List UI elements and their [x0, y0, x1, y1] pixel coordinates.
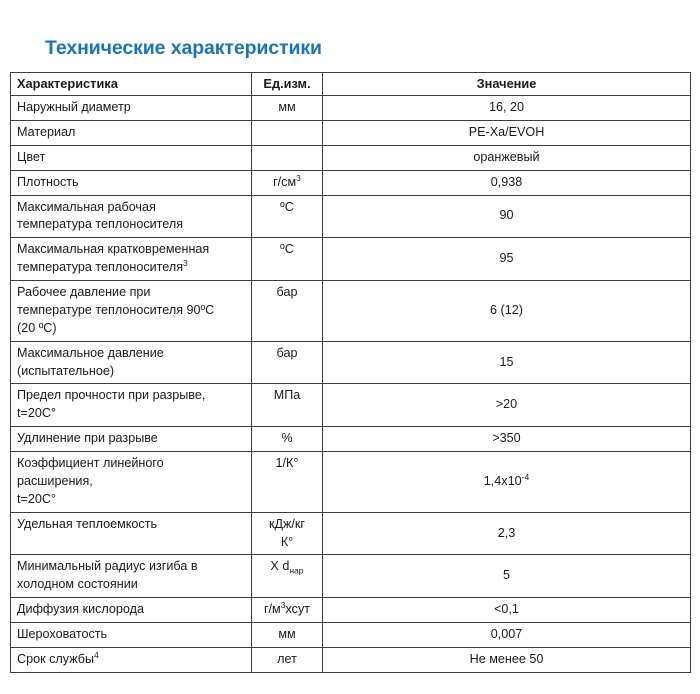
- spec-name: [11, 195, 252, 238]
- unit-suffix: хсут: [285, 602, 311, 617]
- table-row: [11, 281, 691, 342]
- table-row: [11, 120, 691, 145]
- spec-value: оранжевый: [323, 145, 691, 170]
- spec-unit: [252, 598, 323, 623]
- spec-name-line: холодном состоянии: [17, 577, 138, 592]
- unit-subscript: нар: [289, 565, 304, 576]
- spec-unit: ºC: [252, 238, 323, 281]
- spec-name: Наружный диаметр: [11, 96, 252, 121]
- unit-base: г/см: [273, 174, 297, 189]
- spec-unit-line: К°: [280, 534, 294, 549]
- spec-name-base: температура теплоносителя: [17, 260, 184, 275]
- unit-superscript: 3: [280, 599, 286, 610]
- spec-name-line: (испытательное): [17, 363, 115, 378]
- table-row: [11, 170, 691, 195]
- spec-value: PE-Xa/EVOH: [323, 120, 691, 145]
- spec-value: [323, 452, 691, 513]
- spec-value: 15: [323, 341, 691, 384]
- spec-name: [11, 384, 252, 427]
- spec-name-line: t=20C°: [17, 491, 56, 506]
- spec-name: [11, 238, 252, 281]
- spec-name-line: [17, 259, 247, 277]
- spec-unit: [252, 145, 323, 170]
- spec-unit: [252, 170, 323, 195]
- spec-name: Цвет: [11, 145, 252, 170]
- spec-name: [11, 647, 252, 672]
- spec-unit: ºC: [252, 195, 323, 238]
- spec-unit: %: [252, 427, 323, 452]
- spec-name-line: Максимальное давление: [17, 345, 164, 360]
- spec-name-line: Предел прочности при разрыве,: [17, 388, 206, 403]
- spec-name: Шероховатость: [11, 623, 252, 648]
- column-header-characteristic: Характеристика: [11, 73, 252, 96]
- spec-name-line: Максимальная кратковременная: [17, 242, 210, 257]
- spec-value: 90: [323, 195, 691, 238]
- spec-name-line: Коэффициент линейного: [17, 456, 164, 470]
- spec-unit: [252, 120, 323, 145]
- spec-name: Диффузия кислорода: [11, 598, 252, 623]
- spec-value: 6 (12): [323, 281, 691, 342]
- spec-name: Плотность: [11, 170, 252, 195]
- spec-value: 95: [323, 238, 691, 281]
- spec-name-line: расширения,: [17, 473, 93, 488]
- spec-name: [11, 341, 252, 384]
- table-row: [11, 96, 691, 121]
- table-row: [11, 238, 691, 281]
- spec-value: >20: [323, 384, 691, 427]
- spec-name-line: температуре теплоносителя 90ºC: [17, 302, 215, 317]
- spec-unit-line: кДж/кг: [268, 516, 306, 531]
- spec-name: [11, 452, 252, 513]
- spec-unit: мм: [252, 623, 323, 648]
- spec-unit: МПа: [252, 384, 323, 427]
- table-row: [11, 555, 691, 598]
- spec-name-line: Минимальный радиус изгиба в: [17, 559, 198, 574]
- spec-name-line: Максимальная рабочая: [17, 199, 156, 214]
- column-header-unit: Ед.изм.: [252, 73, 323, 96]
- table-row: [11, 384, 691, 427]
- spec-unit: мм: [252, 96, 323, 121]
- footnote-marker: 3: [183, 257, 188, 268]
- spec-value: >350: [323, 427, 691, 452]
- table-row: [11, 598, 691, 623]
- spec-name-base: Срок службы: [17, 651, 95, 666]
- column-header-value: Значение: [323, 73, 691, 96]
- table-row: [11, 512, 691, 555]
- spec-value: 0,938: [323, 170, 691, 195]
- table-row: [11, 623, 691, 648]
- spec-value: 0,007: [323, 623, 691, 648]
- spec-name: Материал: [11, 120, 252, 145]
- page-title: Технические характеристики: [45, 37, 322, 59]
- spec-name-line: Рабочее давление при: [17, 285, 151, 299]
- table-row: [11, 452, 691, 513]
- table-header-row: [11, 73, 691, 96]
- spec-name: Удлинение при разрыве: [11, 427, 252, 452]
- technical-specifications-table: [10, 72, 691, 673]
- value-exponent: -4: [521, 471, 530, 482]
- value-base: 1,4x10: [483, 473, 522, 488]
- spec-name: [11, 281, 252, 342]
- spec-name-line: температура теплоносителя: [17, 217, 184, 232]
- footnote-marker: 4: [94, 649, 99, 660]
- table-row: [11, 427, 691, 452]
- table-row: [11, 341, 691, 384]
- spec-unit: лет: [252, 647, 323, 672]
- spec-value: 2,3: [323, 512, 691, 555]
- spec-unit: [252, 512, 323, 555]
- spec-name: [11, 555, 252, 598]
- unit-superscript: 3: [296, 172, 301, 183]
- spec-value: 16, 20: [323, 96, 691, 121]
- table-row: [11, 647, 691, 672]
- spec-unit: бар: [252, 281, 323, 342]
- unit-base: г/м: [263, 602, 281, 617]
- spec-value: Не менее 50: [323, 647, 691, 672]
- spec-unit: бар: [252, 341, 323, 384]
- spec-unit: [252, 555, 323, 598]
- spec-name-line: (20 ºC): [17, 320, 57, 335]
- spec-value: 5: [323, 555, 691, 598]
- unit-base: X d: [270, 559, 290, 574]
- table-row: [11, 145, 691, 170]
- spec-unit: 1/К°: [252, 452, 323, 513]
- spec-name: Удельная теплоемкость: [11, 512, 252, 555]
- spec-name-line: t=20C°: [17, 406, 56, 421]
- table-row: [11, 195, 691, 238]
- spec-value: <0,1: [323, 598, 691, 623]
